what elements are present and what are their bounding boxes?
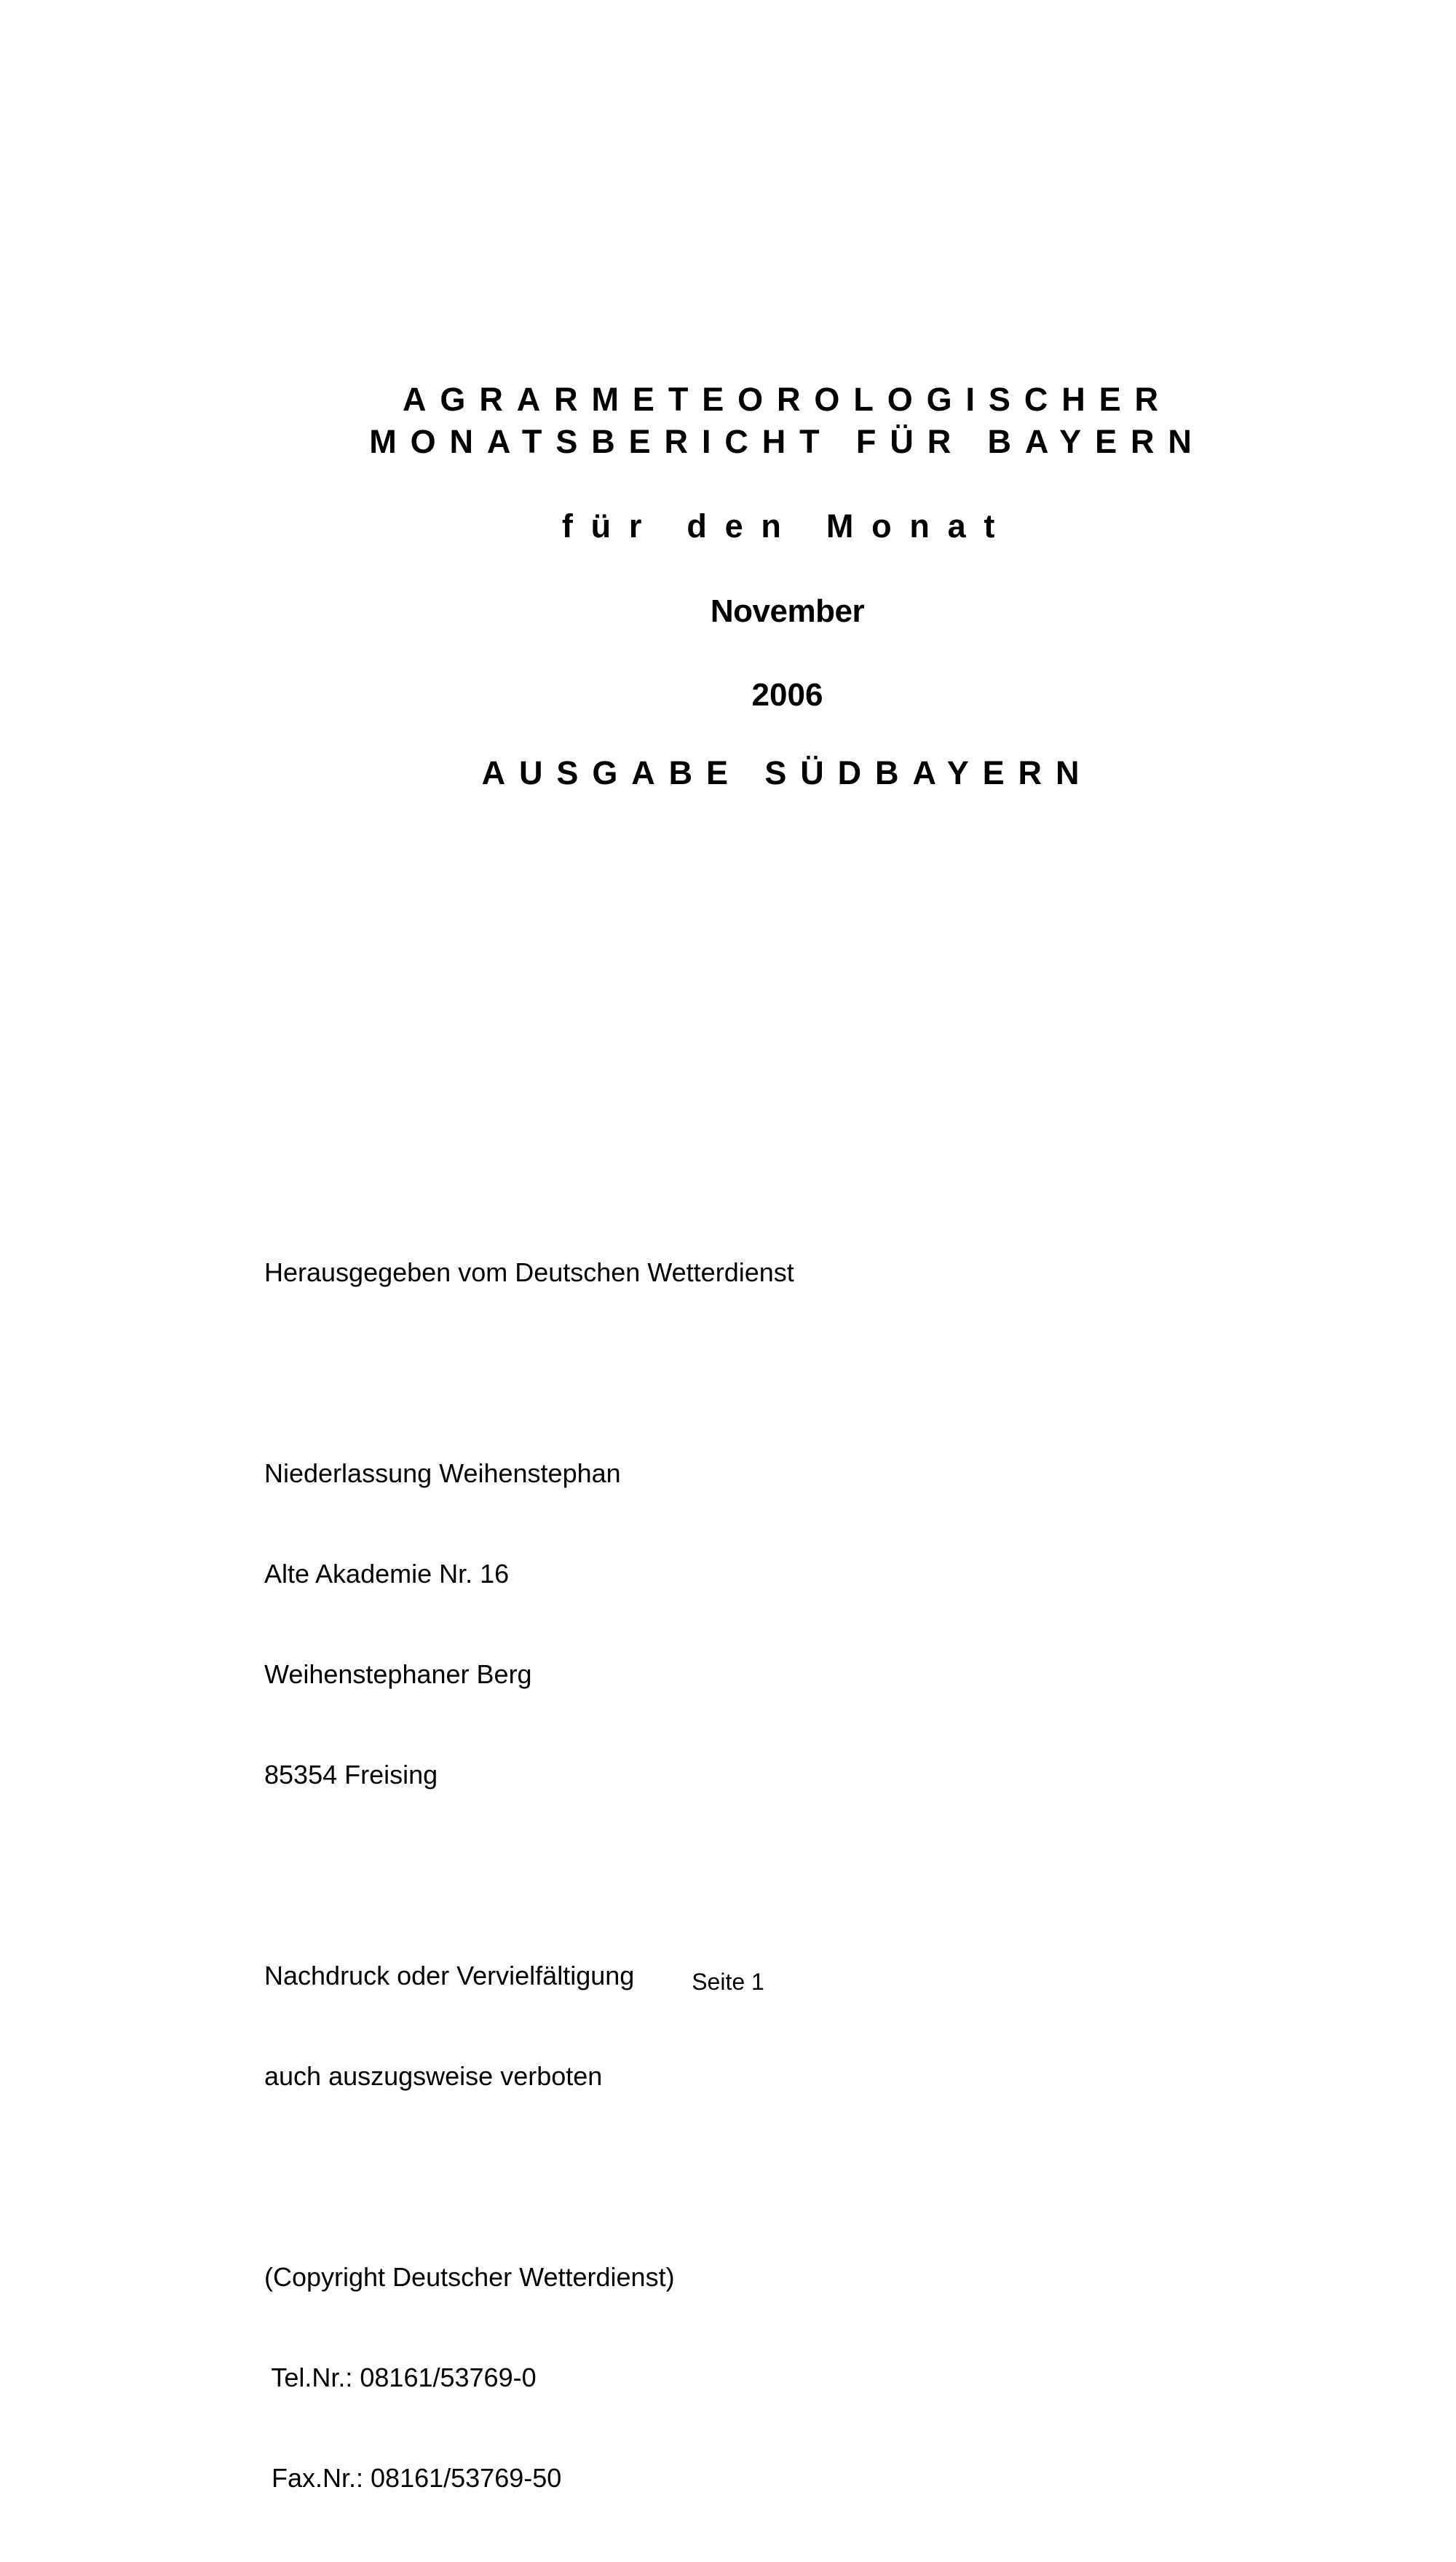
- address-line: 85354 Freising: [264, 1760, 438, 1790]
- report-edition: AUSGABE SÜDBAYERN: [481, 754, 1093, 791]
- report-subtitle: für den Monat: [561, 507, 1013, 545]
- copyright-line: (Copyright Deutscher Wetterdienst): [264, 2262, 675, 2292]
- address-line: Alte Akademie Nr. 16: [264, 1559, 510, 1589]
- fax-line: Fax.Nr.: 08161/53769-50: [264, 2463, 562, 2493]
- imprint-block: [264, 1189, 794, 2562]
- report-title-line-2: MONATSBERICHT FÜR BAYERN: [369, 423, 1206, 460]
- notice-line: Nachdruck oder Vervielfältigung: [264, 1961, 635, 1990]
- report-month: November: [710, 593, 865, 629]
- address-line: Niederlassung Weihenstephan: [264, 1458, 621, 1488]
- report-year: 2006: [751, 677, 823, 713]
- address-line: Weihenstephaner Berg: [264, 1659, 532, 1689]
- report-title-line-1: AGRARMETEOROLOGISCHER: [403, 381, 1172, 418]
- page-footer: [0, 1969, 1456, 1996]
- telephone-line: Tel.Nr.: 08161/53769-0: [264, 2363, 537, 2392]
- publisher-line: Herausgegeben vom Deutschen Wetterdienst: [264, 1257, 794, 1287]
- notice-line: auch auszugsweise verboten: [264, 2061, 603, 2091]
- page-number: Seite 1: [692, 1969, 764, 1995]
